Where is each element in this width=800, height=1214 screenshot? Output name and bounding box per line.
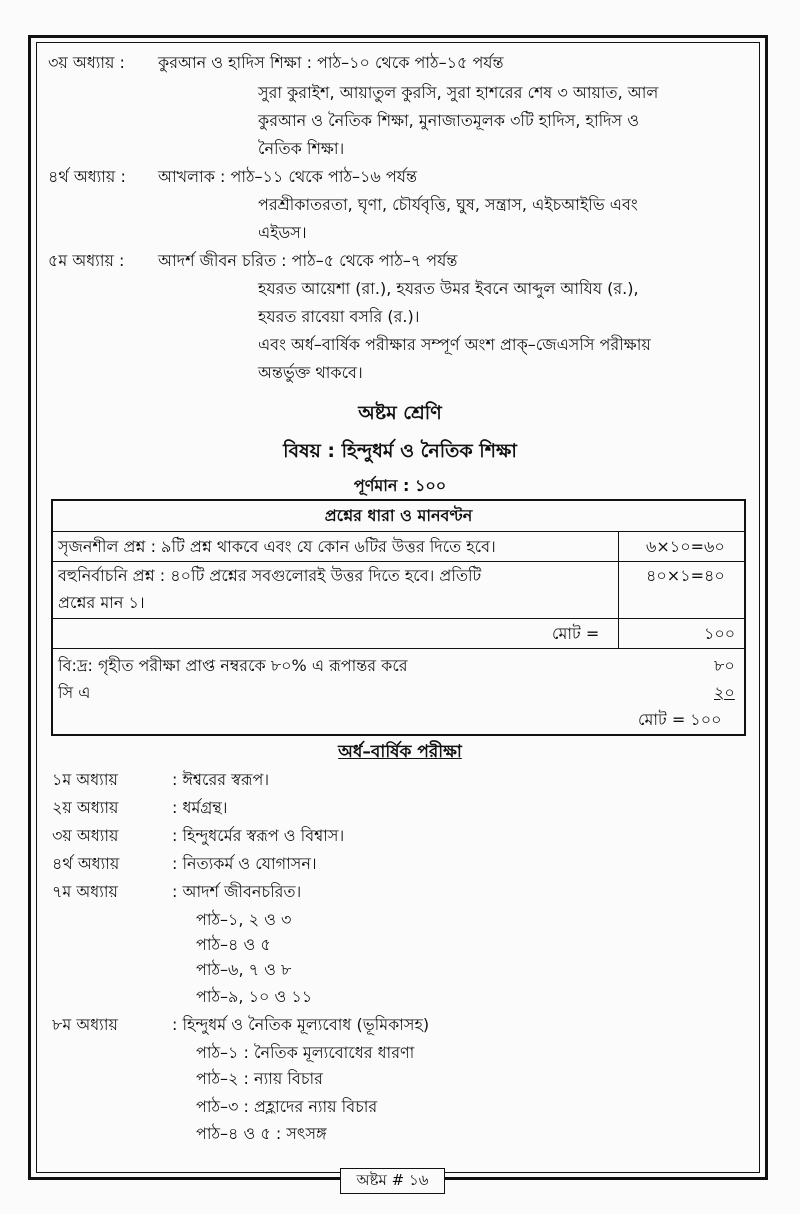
table-rule bbox=[51, 648, 746, 649]
full-marks: পূর্ণমান : ১০০ bbox=[353, 476, 447, 495]
ch3-label: ৩য় অধ্যায় : bbox=[48, 53, 125, 72]
table-note-value-20: ২০ bbox=[714, 683, 735, 702]
half-yearly-title: অর্ধ–বার্ষিক পরীক্ষা bbox=[338, 742, 462, 762]
creative-question-row: সৃজনশীল প্রশ্ন : ৯টি প্রশ্ন থাকবে এবং যে কোন ৬টির উত্তর দিতে হবে। bbox=[58, 537, 496, 556]
table-rule bbox=[618, 531, 619, 648]
hy-ch1-text: : ঈশ্বরের স্বরূপ। bbox=[172, 770, 270, 789]
mcq-row-line-2: প্রশ্নের মান ১। bbox=[58, 593, 145, 612]
hy-ch4-label: ৪র্থ অধ্যায় bbox=[52, 854, 120, 873]
ch8-lesson-4: পাঠ–৪ ও ৫ : সৎসঙ্গ bbox=[196, 1124, 327, 1143]
hy-ch1-label: ১ম অধ্যায় bbox=[52, 770, 118, 789]
ch8-lesson-1: পাঠ–১ : নৈতিক মূল্যবোধের ধারণা bbox=[196, 1043, 415, 1062]
ch3-line-1: সুরা কুরাইশ, আয়াতুল কুরসি, সুরা হাশরের শেষ ৩ আয়াত, আল bbox=[258, 83, 659, 102]
page-number-label: অষ্টম # ১৬ bbox=[340, 1168, 445, 1194]
ch5-line-2: হযরত রাবেয়া বসরি (র.)। bbox=[258, 307, 420, 326]
hy-ch7-label: ৭ম অধ্যায় bbox=[52, 882, 118, 901]
hy-ch3-label: ৩য় অধ্যায় bbox=[52, 826, 119, 845]
hy-ch3-text: : হিন্দুধর্মের স্বরূপ ও বিশ্বাস। bbox=[172, 826, 345, 845]
hy-ch8-label: ৮ম অধ্যায় bbox=[52, 1015, 118, 1034]
creative-question-marks: ৬×১০=৬০ bbox=[646, 537, 725, 556]
table-title: প্রশ্নের ধারা ও মানবণ্টন bbox=[324, 506, 473, 525]
table-rule bbox=[51, 531, 746, 532]
table-note-value-80: ৮০ bbox=[714, 656, 735, 675]
subject-heading: বিষয় : হিন্দুধর্ম ও নৈতিক শিক্ষা bbox=[283, 440, 517, 462]
ch4-label: ৪র্থ অধ্যায় : bbox=[48, 167, 126, 186]
ch8-lesson-3: পাঠ–৩ : প্রহ্লাদের ন্যায় বিচার bbox=[196, 1097, 378, 1116]
ch3-title: কুরআন ও হাদিস শিক্ষা : পাঠ–১০ থেকে পাঠ–১৫ পর্যন্ত bbox=[158, 53, 504, 72]
hy-ch4-text: : নিত্যকর্ম ও যোগাসন। bbox=[172, 854, 317, 873]
ch5-title: আদর্শ জীবন চরিত : পাঠ–৫ থেকে পাঠ–৭ পর্যন্ত bbox=[158, 251, 458, 270]
class-heading: অষ্টম শ্রেণি bbox=[358, 402, 442, 424]
table-note-line-1: বি:দ্র: গৃহীত পরীক্ষা প্রাপ্ত নম্বরকে ৮০% এ রূপান্তর করে bbox=[58, 656, 408, 675]
ch7-lesson-1: পাঠ–১, ২ ও ৩ bbox=[196, 910, 292, 929]
ch4-line-2: এইডস। bbox=[258, 223, 307, 242]
total-value: ১০০ bbox=[704, 624, 736, 643]
table-rule bbox=[51, 561, 746, 562]
table-note-total: মোট = ১০০ bbox=[638, 710, 722, 729]
mcq-marks: ৪০×১=৪০ bbox=[646, 566, 725, 585]
hy-ch2-text: : ধর্মগ্রন্থ। bbox=[172, 798, 228, 817]
hy-ch8-text: : হিন্দুধর্ম ও নৈতিক মূল্যবোধ (ভূমিকাসহ) bbox=[172, 1015, 430, 1034]
ch3-line-2: কুরআন ও নৈতিক শিক্ষা, মুনাজাতমূলক ৩টি হাদিস, হাদিস ও bbox=[258, 111, 639, 130]
total-label: মোট = bbox=[552, 624, 600, 643]
ch5-label: ৫ম অধ্যায় : bbox=[48, 251, 125, 270]
hy-ch2-label: ২য় অধ্যায় bbox=[52, 798, 119, 817]
ch5-line-1: হযরত আয়েশা (রা.), হযরত উমর ইবনে আব্দুল আযিয (র.), bbox=[258, 279, 639, 298]
table-note-line-2: সি এ bbox=[58, 683, 91, 702]
ch7-lesson-2: পাঠ–৪ ও ৫ bbox=[196, 935, 271, 954]
note-line-1: এবং অর্ধ–বার্ষিক পরীক্ষার সম্পূর্ণ অংশ প্রাক্‌–জেএসসি পরীক্ষায় bbox=[258, 335, 651, 354]
ch8-lesson-2: পাঠ–২ : ন্যায় বিচার bbox=[196, 1069, 323, 1088]
hy-ch7-text: : আদর্শ জীবনচরিত। bbox=[172, 882, 302, 901]
ch7-lesson-3: পাঠ–৬, ৭ ও ৮ bbox=[196, 960, 292, 979]
ch7-lesson-4: পাঠ–৯, ১০ ও ১১ bbox=[196, 987, 313, 1006]
ch3-line-3: নৈতিক শিক্ষা। bbox=[258, 139, 345, 158]
ch4-line-1: পরশ্রীকাতরতা, ঘৃণা, চৌর্যবৃত্তি, ঘুষ, সন্ত্রাস, এইচআইভি এবং bbox=[258, 195, 638, 214]
mcq-row-line-1: বহুনির্বাচনি প্রশ্ন : ৪০টি প্রশ্নের সবগুলোরই উত্তর দিতে হবে। প্রতিটি bbox=[58, 566, 482, 585]
table-rule bbox=[51, 618, 746, 619]
ch4-title: আখলাক : পাঠ–১১ থেকে পাঠ–১৬ পর্যন্ত bbox=[158, 167, 417, 186]
note-line-2: অন্তর্ভুক্ত থাকবে। bbox=[258, 363, 363, 382]
